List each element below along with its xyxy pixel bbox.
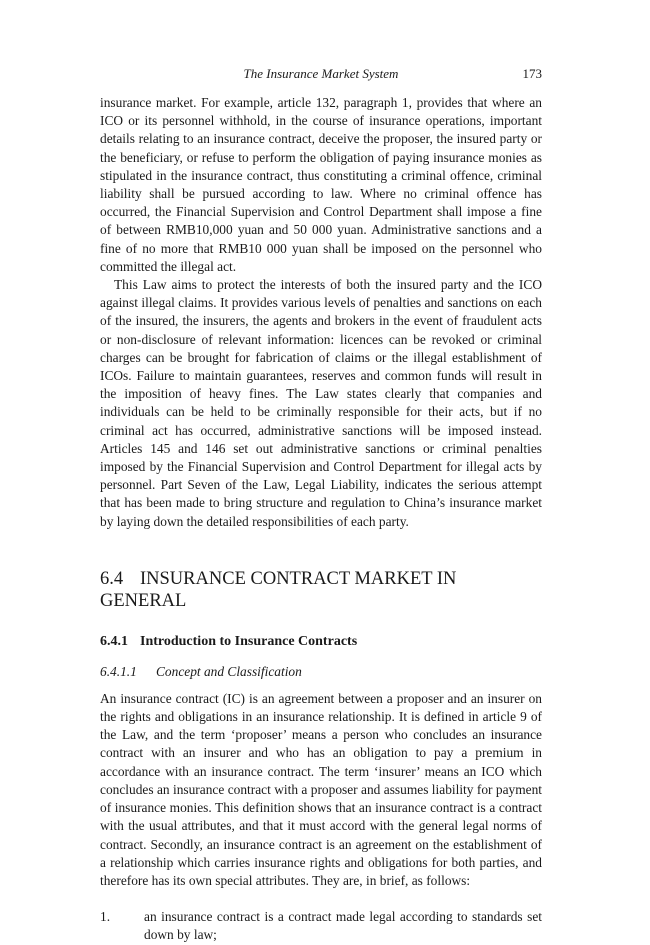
- subsubsection-heading: [100, 662, 542, 682]
- numbered-list: [100, 908, 542, 944]
- running-title: The Insurance Market System: [243, 66, 399, 81]
- running-header: [100, 66, 542, 86]
- section-heading: [100, 568, 542, 612]
- subsection-number: 6.4.1: [100, 633, 128, 649]
- list-marker: 1.: [100, 909, 111, 925]
- section-title: INSURANCE CONTRACT MARKET IN GENERAL: [100, 568, 457, 611]
- body-text: [100, 94, 542, 945]
- section-number: 6.4: [100, 568, 124, 589]
- list-item: [100, 908, 542, 944]
- subsubsection-title: Concept and Classification: [156, 663, 302, 679]
- subsection-title: Introduction to Insurance Contracts: [140, 633, 358, 649]
- paragraph: This Law aims to protect the interests of both the insured party and the ICO against illegal claims. It provides various levels of penalties and sanctions on each of the insured, the insurers, the agents and brokers in the event of fraudulent acts or non-disclosure of relevant information: licences can be revoked or criminal charges can be brought for fabrication of claims or the illegal establishment of ICOs. Failure to maintain guarantees, reserves and common funds will result in the imposition of heavy fines. The Law states clearly that companies and individuals can be held to be criminally responsible for their acts, but if no criminal act has occurred, administrative sanctions will be imposed instead. Articles 145 and 146 set out administrative sanctions or criminal penalties imposed by the Financial Supervision and Control Department for illegal acts by personnel. Part Seven of the Law, Legal Liability, indicates the serious attempt that has been made to bring structure and regulation to China’s insurance market by laying down the detailed responsibilities of each party.: [100, 277, 542, 529]
- page-number: 173: [522, 66, 542, 81]
- paragraph: An insurance contract (IC) is an agreement between a proposer and an insurer on the rights and obligations in an insurance relationship. It is defined in article 9 of the Law, and the term ‘proposer’ means a person who concludes an insurance contract with an insurer and who has an obligation to pay a premium in accordance with an insurance contract. The term ‘insurer’ means an ICO which concludes an insurance contract with a proposer and assumes liability for payment of insurance monies. This definition shows that an insurance contract is a contract with the usual attributes, and that it must accord with the general legal norms of contract. Secondly, an insurance contract is an agreement on the establishment of a relationship which carries insurance rights and obligations for both parties, and therefore has its own special attributes. They are, in brief, as follows:: [100, 690, 542, 888]
- list-item-text: an insurance contract is a contract made legal according to standards set down by law;: [144, 909, 542, 943]
- subsubsection-number: 6.4.1.1: [100, 663, 137, 679]
- subsection-heading: [100, 632, 542, 652]
- paragraph: insurance market. For example, article 132, paragraph 1, provides that where an ICO or its personnel withhold, in the course of insurance operations, important details relating to an insurance contract, deceive the proposer, the insured party or the beneficiary, or refuse to perform the obligation of paying insurance monies as stipulated in the insurance contract, thus constituting a criminal offence, criminal liability shall be pursued according to law. Where no criminal offence has occurred, the Financial Supervision and Control Department shall impose a fine of between RMB10,000 yuan and 50 000 yuan. Administrative sanctions and a fine of no more that RMB10 000 yuan shall be imposed on the personnel who committed the illegal act.: [100, 95, 542, 274]
